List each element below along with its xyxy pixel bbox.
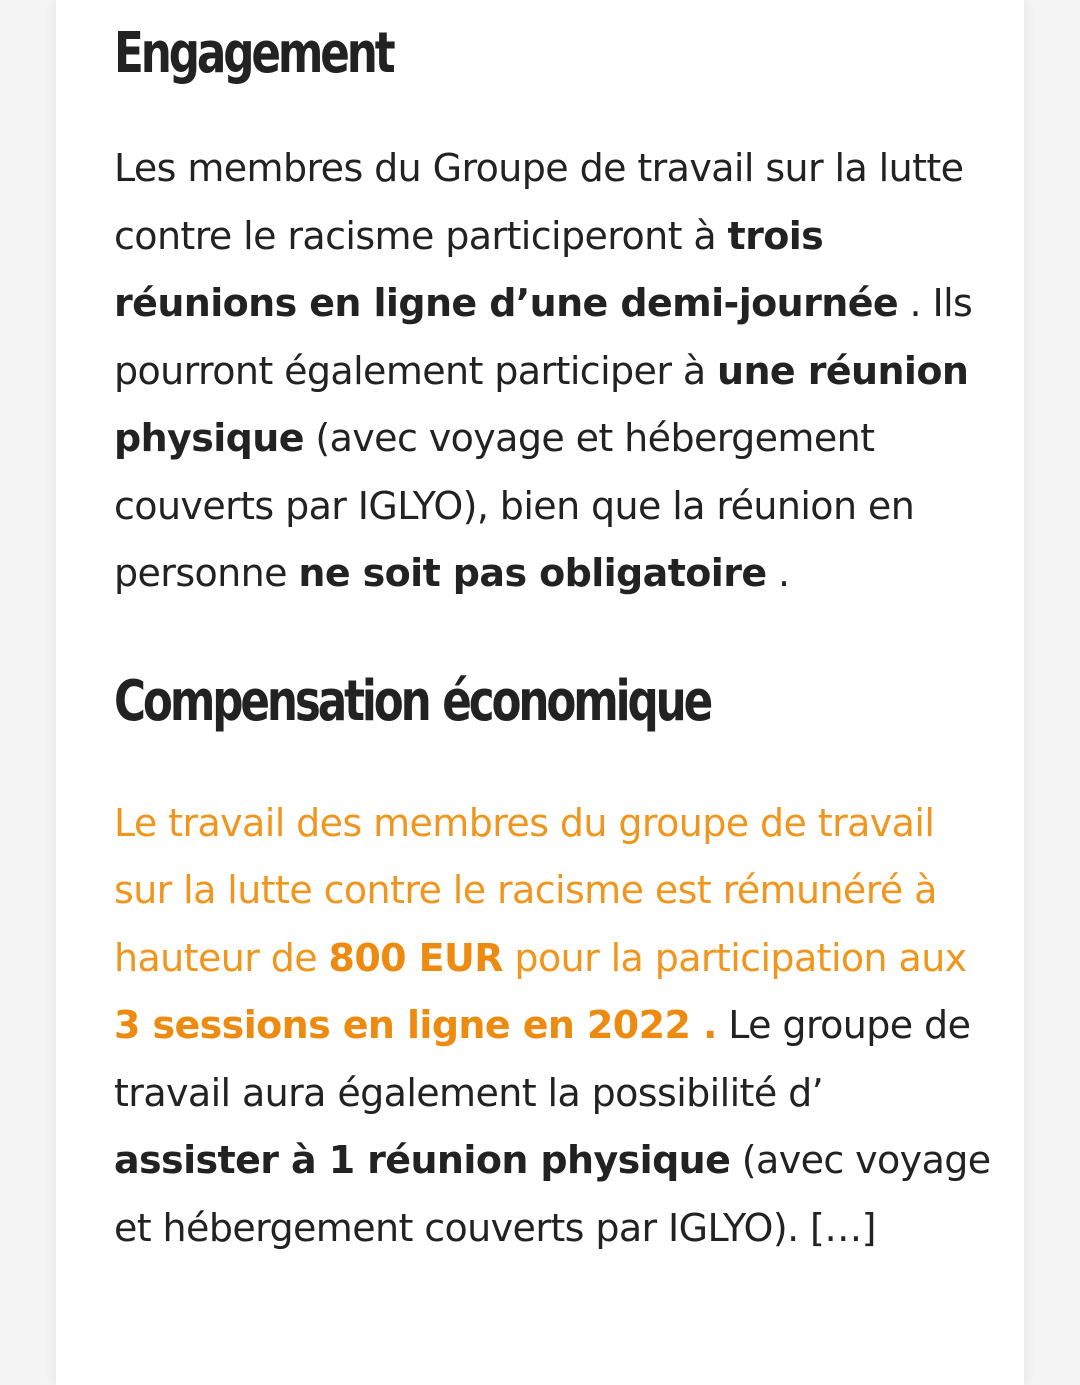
- compensation-orange-text-1: Le travail des membres du groupe de travail sur la lutte contre le racisme est rémunéré à hauteur de: [114, 800, 937, 980]
- engagement-text-1: Les membres du Groupe de travail sur la lutte contre le racisme participeront à: [114, 146, 964, 258]
- engagement-text-2: . Ils pourront également participer à: [114, 281, 973, 393]
- engagement-text-3: (avec voyage et hébergement couverts par IGLYO), bien que la réunion en personne: [114, 416, 915, 595]
- compensation-text-1: Le groupe de travail aura également la possibilité d’: [114, 1003, 971, 1115]
- compensation-bold-amount: 800 EUR: [328, 935, 503, 980]
- engagement-bold-online-meetings: trois réunions en ligne d’une demi-journée: [114, 213, 899, 325]
- engagement-heading: Engagement: [114, 21, 393, 86]
- compensation-orange-text-2: pour la participation aux: [502, 935, 967, 980]
- compensation-heading: Compensation économique: [114, 668, 711, 734]
- engagement-paragraph: [114, 135, 994, 608]
- compensation-bold-period: .: [690, 1003, 717, 1047]
- compensation-bold-sessions: 3 sessions en ligne en 2022: [114, 1003, 691, 1047]
- compensation-paragraph: [114, 790, 994, 1263]
- engagement-bold-physical-meeting: une réunion physique: [114, 348, 969, 460]
- engagement-text-4: .: [766, 551, 790, 595]
- article-card: [56, 0, 1024, 1385]
- engagement-bold-not-mandatory: ne soit pas obligatoire: [298, 551, 767, 595]
- compensation-bold-physical-meeting: assister à 1 réunion physique: [114, 1138, 731, 1182]
- compensation-text-2: (avec voyage et hébergement couverts par IGLYO). […]: [114, 1138, 991, 1250]
